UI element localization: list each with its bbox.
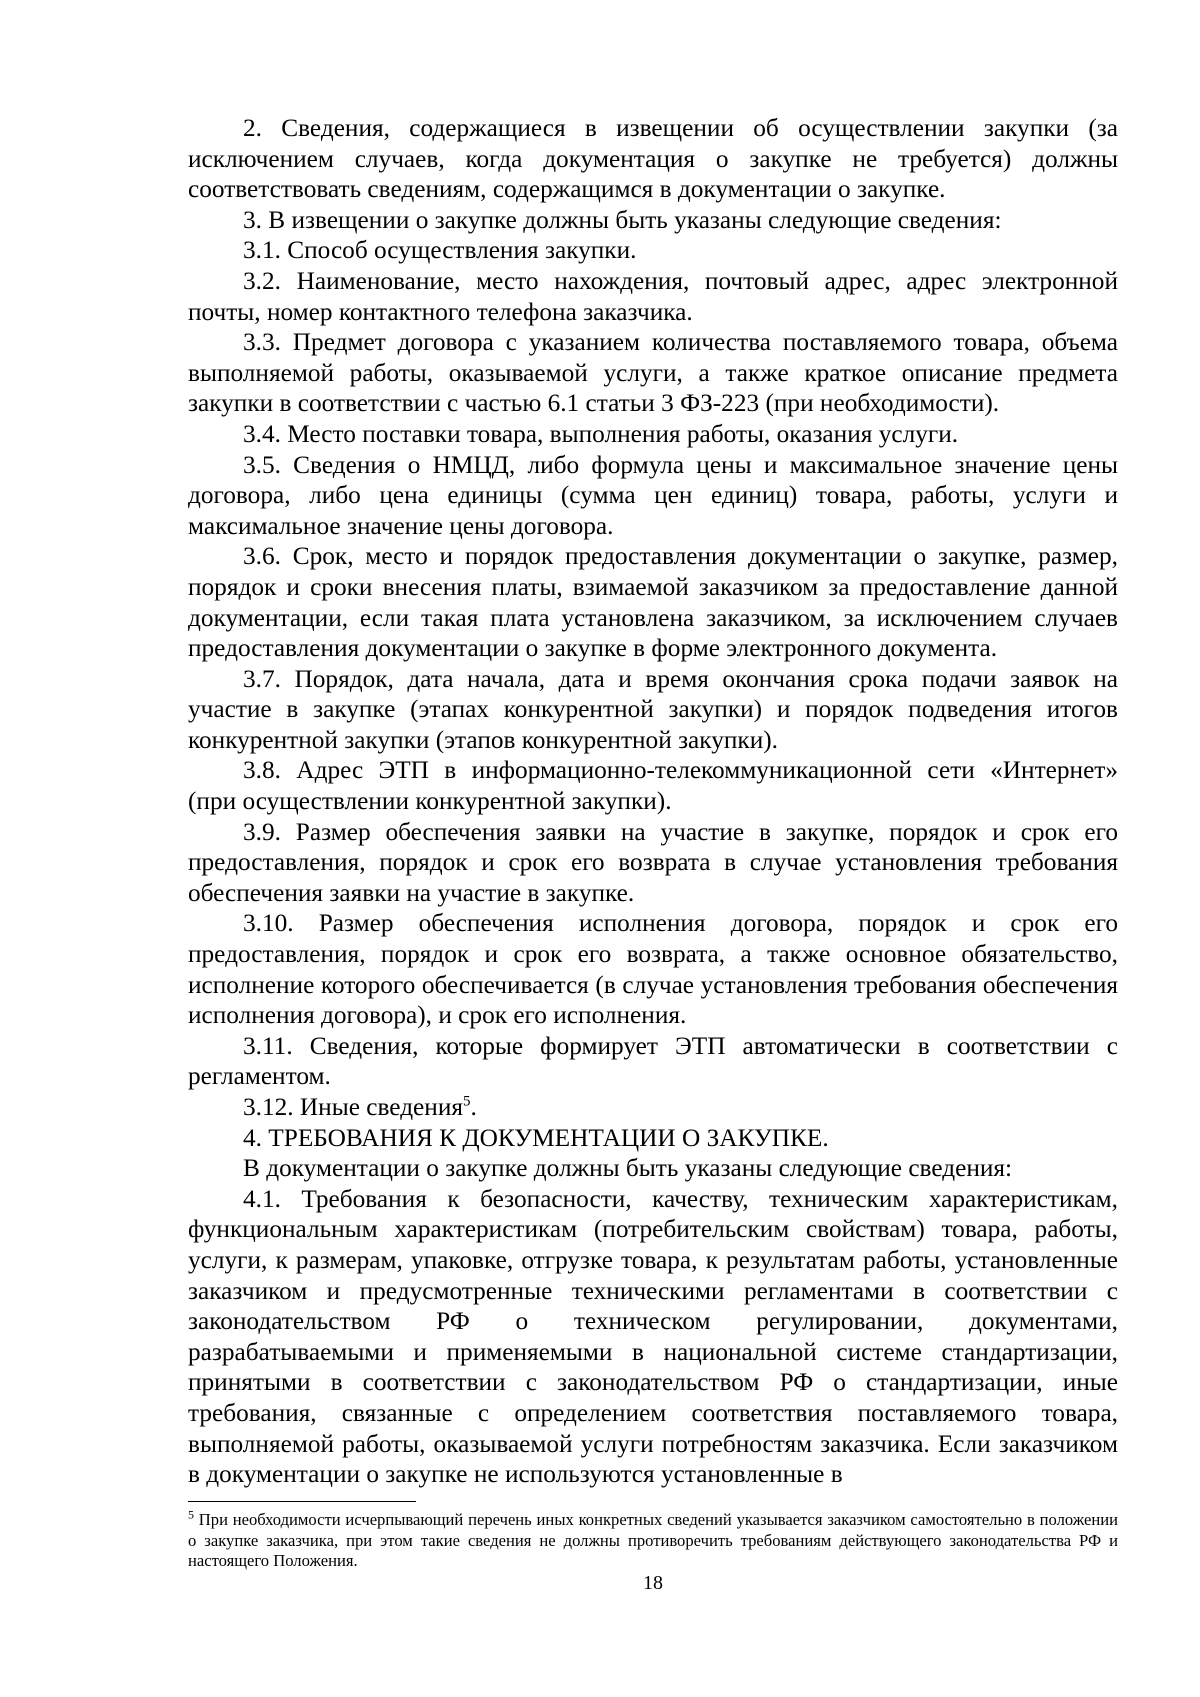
footnote — [188, 1507, 1118, 1572]
footnote-marker: 5 — [188, 1507, 194, 1522]
paragraph-3-12 — [188, 1092, 1118, 1123]
paragraph-3-12-trailing: . — [470, 1093, 477, 1121]
paragraph-3-6: 3.6. Срок, место и порядок предоставления документации о закупке, размер, порядок и сроки внесения платы, взимаемой заказчиком за предоставление данной документации, если такая плата установлена заказчиком, за исключением случаев предоставления документации о закупке в форме электронного документа. — [188, 542, 1118, 663]
paragraph-3-2: 3.2. Наименование, место нахождения, почтовый адрес, адрес электронной почты, номер контактного телефона заказчика. — [188, 266, 1118, 326]
footnote-reference: 5 — [463, 1093, 471, 1110]
paragraph-3-10: 3.10. Размер обеспечения исполнения договора, порядок и срок его предоставления, порядок и срок его возврата, а также основное обязательство, исполнение которого обеспечивается (в случае установления требования обеспечения исполнения договора), и срок его исполнения. — [188, 909, 1118, 1030]
paragraph-3-1: 3.1. Способ осуществления закупки. — [243, 236, 637, 265]
section-4-heading: 4. ТРЕБОВАНИЯ К ДОКУМЕНТАЦИИ О ЗАКУПКЕ. — [243, 1123, 829, 1152]
paragraph-3-8: 3.8. Адрес ЭТП в информационно-телекоммуникационной сети «Интернет» (при осуществлении конкурентной закупки). — [188, 756, 1118, 816]
paragraph-3-3: 3.3. Предмет договора с указанием количества поставляемого товара, объема выполняемой работы, оказываемой услуги, а также краткое описание предмета закупки в соответствии с частью 6.1 статьи 3 ФЗ-223 (при необходимости). — [188, 328, 1118, 418]
page-number: 18 — [643, 1572, 663, 1594]
paragraph-2: 2. Сведения, содержащиеся в извещении об осуществлении закупки (за исключением случаев, когда документация о закупке не требуется) должны соответствовать сведениям, содержащимся в документации о закупке. — [188, 114, 1118, 204]
paragraph-3: 3. В извещении о закупке должны быть указаны следующие сведения: — [243, 205, 1002, 234]
paragraph-3-9: 3.9. Размер обеспечения заявки на участие в закупке, порядок и срок его предоставления, порядок и срок его возврата в случае установления требования обеспечения заявки на участие в закупке. — [188, 817, 1118, 907]
paragraph-3-7: 3.7. Порядок, дата начала, дата и время окончания срока подачи заявок на участие в закупке (этапах конкурентной закупки) и порядок подведения итогов конкурентной закупки (этапов конкурентной закупки). — [188, 664, 1118, 754]
footnote-text: При необходимости исчерпывающий перечень иных конкретных сведений указывается заказчиком самостоятельно в положении о закупке заказчика, при этом такие сведения не должны противоречить требованиям действующего законодательства РФ и настоящего Положения. — [188, 1510, 1118, 1570]
paragraph-3-11: 3.11. Сведения, которые формирует ЭТП автоматически в соответствии с регламентом. — [188, 1031, 1118, 1091]
body-text — [188, 113, 1118, 1490]
footnote-separator — [188, 1501, 416, 1502]
section-4-intro: В документации о закупке должны быть указаны следующие сведения: — [243, 1154, 1013, 1183]
paragraph-4-1: 4.1. Требования к безопасности, качеству, техническим характеристикам, функциональным характеристикам (потребительским свойствам) товара, работы, услуги, к размерам, упаковке, отгрузке товара, к результатам работы, установленные заказчиком и предусмотренные техническими регламентами в соответствии с законодательством РФ о техническом регулировании, документами, разрабатываемыми и применяемыми в национальной системе стандартизации, принятыми в соответствии с законодательством РФ о стандартизации, иные требования, связанные с определением соответствия поставляемого товара, выполняемой работы, оказываемой услуги потребностям заказчика. Если заказчиком в документации о закупке не используются установленные в — [188, 1184, 1118, 1489]
paragraph-3-5: 3.5. Сведения о НМЦД, либо формула цены и максимальное значение цены договора, либо цена единицы (сумма цен единиц) товара, работы, услуги и максимальное значение цены договора. — [188, 450, 1118, 540]
paragraph-3-12-text: 3.12. Иные сведения — [243, 1093, 464, 1121]
paragraph-3-4: 3.4. Место поставки товара, выполнения работы, оказания услуги. — [243, 419, 959, 448]
